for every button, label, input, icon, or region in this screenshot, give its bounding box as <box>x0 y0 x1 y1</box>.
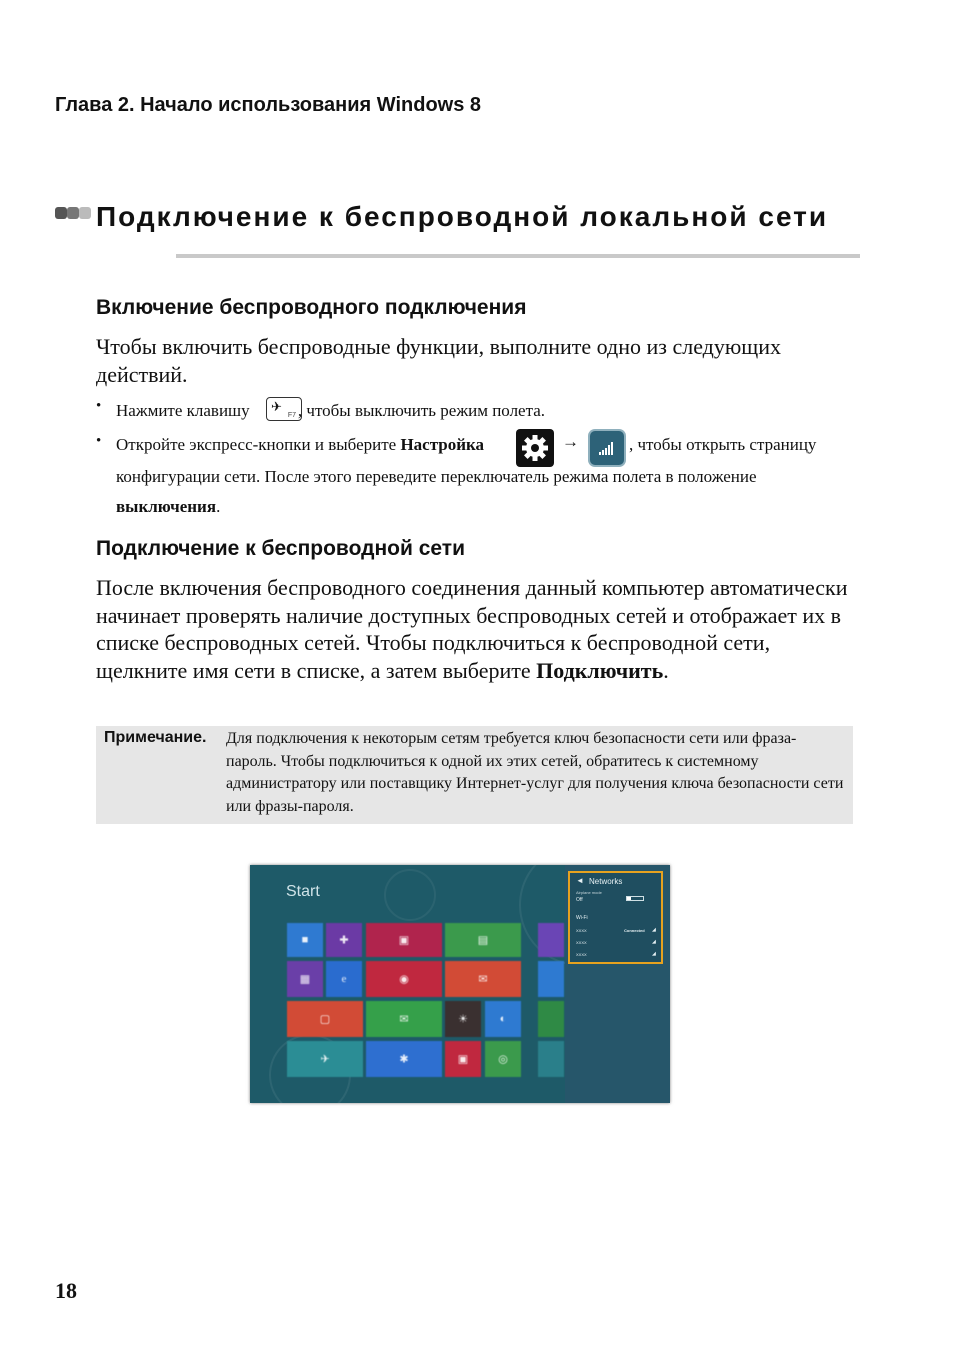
heading-connect-wireless: Подключение к беспроводной сети <box>96 537 465 560</box>
section-rule <box>176 254 860 258</box>
chapter-header: Глава 2. Начало использования Windows 8 <box>55 94 482 116</box>
tile <box>538 923 564 957</box>
bullet-2-text-before: Откройте экспресс-кнопки и выберите <box>116 435 397 454</box>
bullet-icon: • <box>96 398 102 414</box>
network-row[interactable]: XXXX Connected ◢ <box>576 927 656 933</box>
connect-label: Подключить <box>536 657 664 683</box>
tile: ▦ <box>287 961 323 997</box>
arrow-icon: → <box>562 432 579 451</box>
network-signal-icon <box>590 431 624 465</box>
tile: ▣ <box>366 923 442 957</box>
note-text: Для подключения к некоторым сетям требуется ключ безопасности сети или фраза-пароль. Чтобы подключиться к одной их этих сетей, обратитесь к системному администратору или поставщику Интернет-услуг для получения ключа безопасности сети или фразы-пароля. <box>226 730 844 815</box>
tile: ✉ <box>366 1001 442 1037</box>
tile: ◉ <box>366 961 442 997</box>
page-number: 18 <box>55 1278 77 1303</box>
tile: ◐ <box>485 1001 521 1037</box>
section-title: Подключение к беспроводной локальной сети <box>96 201 829 232</box>
tile <box>538 961 564 997</box>
tile: ■ <box>287 923 323 957</box>
windows-start-screenshot <box>250 865 670 1103</box>
networks-panel <box>568 871 663 964</box>
bullet-2-line-2: конфигурации сети. После этого переведите переключатель режима полета в положение <box>116 467 757 486</box>
signal-icon: ◢ <box>652 951 656 957</box>
airplane-key-icon: ✈ F7 <box>266 397 302 421</box>
tile: ✚ <box>326 923 362 957</box>
paragraph-connect: После включения беспроводного соединения данный компьютер автоматически начинает проверять наличие доступных беспроводных сетей и отображает их в списке беспроводных сетей. Чтобы подключиться к беспроводной сети, щелкните имя сети в списке, а затем выберите Подключить. <box>96 575 848 683</box>
tile: ◎ <box>485 1041 521 1077</box>
tile <box>538 1041 564 1077</box>
bullet-icon: • <box>96 433 102 449</box>
tile: e <box>326 961 362 997</box>
airplane-mode-label: Airplane mode <box>576 890 602 895</box>
airplane-mode-state: Off <box>576 897 583 903</box>
key-label: F7 <box>287 412 296 419</box>
bullet-1-text-before: Нажмите клавишу <box>116 401 250 420</box>
note-label: Примечание. <box>104 729 207 746</box>
network-row[interactable]: XXXX ◢ <box>576 939 656 945</box>
tile: ▢ <box>287 1001 363 1037</box>
tile: ▤ <box>445 923 521 957</box>
start-label: Start <box>286 883 320 900</box>
bullet-2-line-3: выключения. <box>116 497 221 516</box>
paragraph-enable-intro: Чтобы включить беспроводные функции, выполните одно из следующих действий. <box>96 334 782 387</box>
tile: ✉ <box>445 961 521 997</box>
networks-title: Networks <box>589 877 623 886</box>
back-arrow-icon[interactable]: ◄ <box>576 876 584 885</box>
signal-icon: ◢ <box>652 927 656 933</box>
signal-icon: ◢ <box>652 939 656 945</box>
bullet-1-text-after: , чтобы выключить режим полета. <box>297 401 546 420</box>
bullet-item-1 <box>116 396 545 426</box>
airplane-toggle[interactable] <box>626 896 644 901</box>
off-label: выключения <box>116 497 217 516</box>
section-marker-icon <box>55 207 93 221</box>
tile: ▣ <box>445 1041 481 1077</box>
wifi-label: Wi-Fi <box>576 915 588 921</box>
tile: ☀ <box>445 1001 481 1037</box>
tile: ✈ <box>287 1041 363 1077</box>
network-row[interactable]: XXXX ◢ <box>576 951 656 957</box>
bullet-item-2 <box>116 430 484 460</box>
tile <box>538 1001 564 1037</box>
tile: ✱ <box>366 1041 442 1077</box>
heading-enable-wireless: Включение беспроводного подключения <box>96 296 527 319</box>
settings-label: Настройка <box>400 435 485 454</box>
bullet-2-text-after: , чтобы открыть страницу <box>629 435 817 454</box>
